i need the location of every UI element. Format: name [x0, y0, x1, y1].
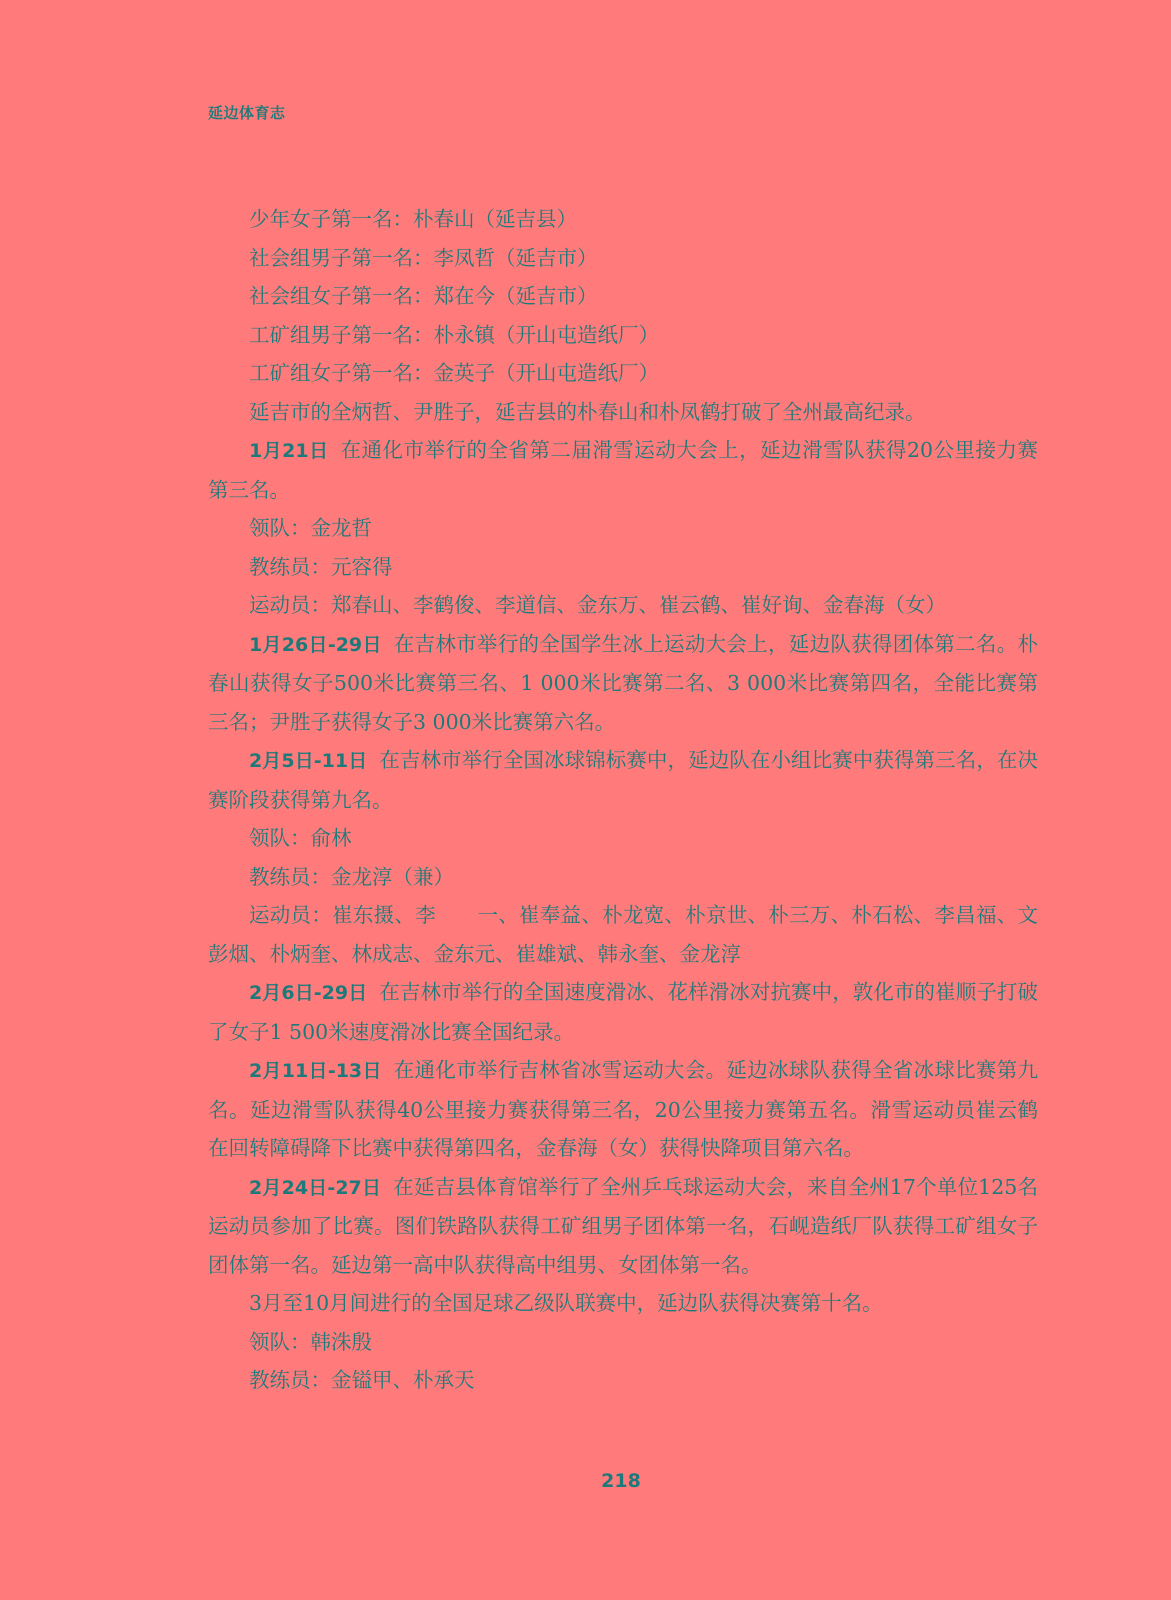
running-header: 延边体育志: [208, 104, 286, 122]
paragraph-text: 在延吉县体育馆举行了全州乒乓球运动大会，来自全州17个单位125名运动员参加了比赛。图们铁路队获得工矿组男子团体第一名，石岘造纸厂队获得工矿组女子团体第一名。延边第一高中队获得高中组男、女团体第一名。: [208, 1174, 1038, 1277]
paragraph: [208, 973, 1038, 1051]
paragraph-text: 在通化市举行的全省第二届滑雪运动大会上，延边滑雪队获得20公里接力赛第三名。: [208, 438, 1038, 502]
paragraph: [208, 625, 1038, 742]
paragraph: [208, 858, 1038, 897]
entry-date: 2月6日-29日: [249, 982, 368, 1004]
paragraph-text: 3月至10月间进行的全国足球乙级队联赛中，延边队获得决赛第十名。: [249, 1291, 883, 1315]
paragraph-text: 运动员：郑春山、李鹤俊、李道信、金东万、崔云鹤、崔好询、金春海（女）: [249, 593, 946, 617]
paragraph: [208, 354, 1038, 393]
paragraph: [208, 509, 1038, 548]
paragraph: [208, 277, 1038, 316]
paragraph: [208, 1051, 1038, 1168]
paragraph: [208, 1284, 1038, 1323]
paragraph-text: 教练员：元容得: [249, 554, 393, 579]
paragraph: [208, 200, 1038, 239]
paragraph-text: 教练员：金龙淳（兼）: [249, 864, 454, 889]
paragraph-text: 领队：金龙哲: [249, 516, 372, 540]
paragraph: [208, 393, 1038, 432]
entry-date: 2月11日-13日: [249, 1060, 382, 1082]
entry-date: 1月21日: [249, 440, 329, 462]
paragraph: [208, 1323, 1038, 1362]
entry-date: 1月26日-29日: [249, 633, 382, 656]
paragraph-text: 在吉林市举行的全国速度滑冰、花样滑冰对抗赛中，敦化市的崔顺子打破了女子1 500米速度滑冰比赛全国纪录。: [208, 980, 1038, 1044]
paragraph-text: 延吉市的全炳哲、尹胜子，延吉县的朴春山和朴凤鹤打破了全州最高纪录。: [249, 399, 926, 424]
paragraph: [208, 586, 1038, 625]
paragraph-text: 在吉林市举行全国冰球锦标赛中，延边队在小组比赛中获得第三名，在决赛阶段获得第九名。: [208, 748, 1038, 812]
paragraph-text: 教练员：金镒甲、朴承天: [249, 1368, 475, 1392]
paragraph-text: 少年女子第一名：朴春山（延吉县）: [249, 207, 577, 231]
paragraph: [208, 1168, 1038, 1285]
paragraph-text: 领队：俞林: [249, 826, 352, 850]
paragraph: [208, 1361, 1038, 1400]
paragraph: [208, 431, 1038, 509]
paragraph-text: 社会组男子第一名：李凤哲（延吉市）: [249, 245, 598, 270]
paragraph-text: 运动员：崔东摄、李 一、崔奉益、朴龙宽、朴京世、朴三万、朴石松、李昌福、文彭烟、朴炳奎、林成志、金东元、崔雄斌、韩永奎、金龙淳: [208, 903, 1038, 966]
paragraph-text: 工矿组女子第一名：金英子（开山屯造纸厂）: [249, 361, 659, 385]
paragraph: [208, 239, 1038, 278]
paragraph-text: 工矿组男子第一名：朴永镇（开山屯造纸厂）: [249, 322, 659, 347]
paragraph: [208, 316, 1038, 355]
paragraph: [208, 819, 1038, 858]
paragraph: [208, 548, 1038, 587]
paragraph-text: 在通化市举行吉林省冰雪运动大会。延边冰球队获得全省冰球比赛第九名。延边滑雪队获得40公里接力赛获得第三名，20公里接力赛第五名。滑雪运动员崔云鹤在回转障碍降下比赛中获得第四名，金春海（女）获得快降项目第六名。: [208, 1058, 1038, 1160]
entry-date: 2月24日-27日: [249, 1176, 382, 1199]
page-body: [208, 200, 1038, 1400]
paragraph-text: 领队：韩洙殷: [249, 1329, 372, 1354]
paragraph-text: 社会组女子第一名：郑在今（延吉市）: [249, 284, 598, 308]
entry-date: 2月5日-11日: [249, 750, 368, 772]
paragraph-text: 在吉林市举行的全国学生冰上运动大会上，延边队获得团体第二名。朴春山获得女子500米比赛第三名、1 000米比赛第二名、3 000米比赛第四名，全能比赛第三名；尹胜子获得女子3 000米比赛第六名。: [208, 631, 1038, 734]
paragraph: [208, 741, 1038, 819]
page-number: 218: [601, 1470, 641, 1492]
paragraph: [208, 896, 1038, 973]
